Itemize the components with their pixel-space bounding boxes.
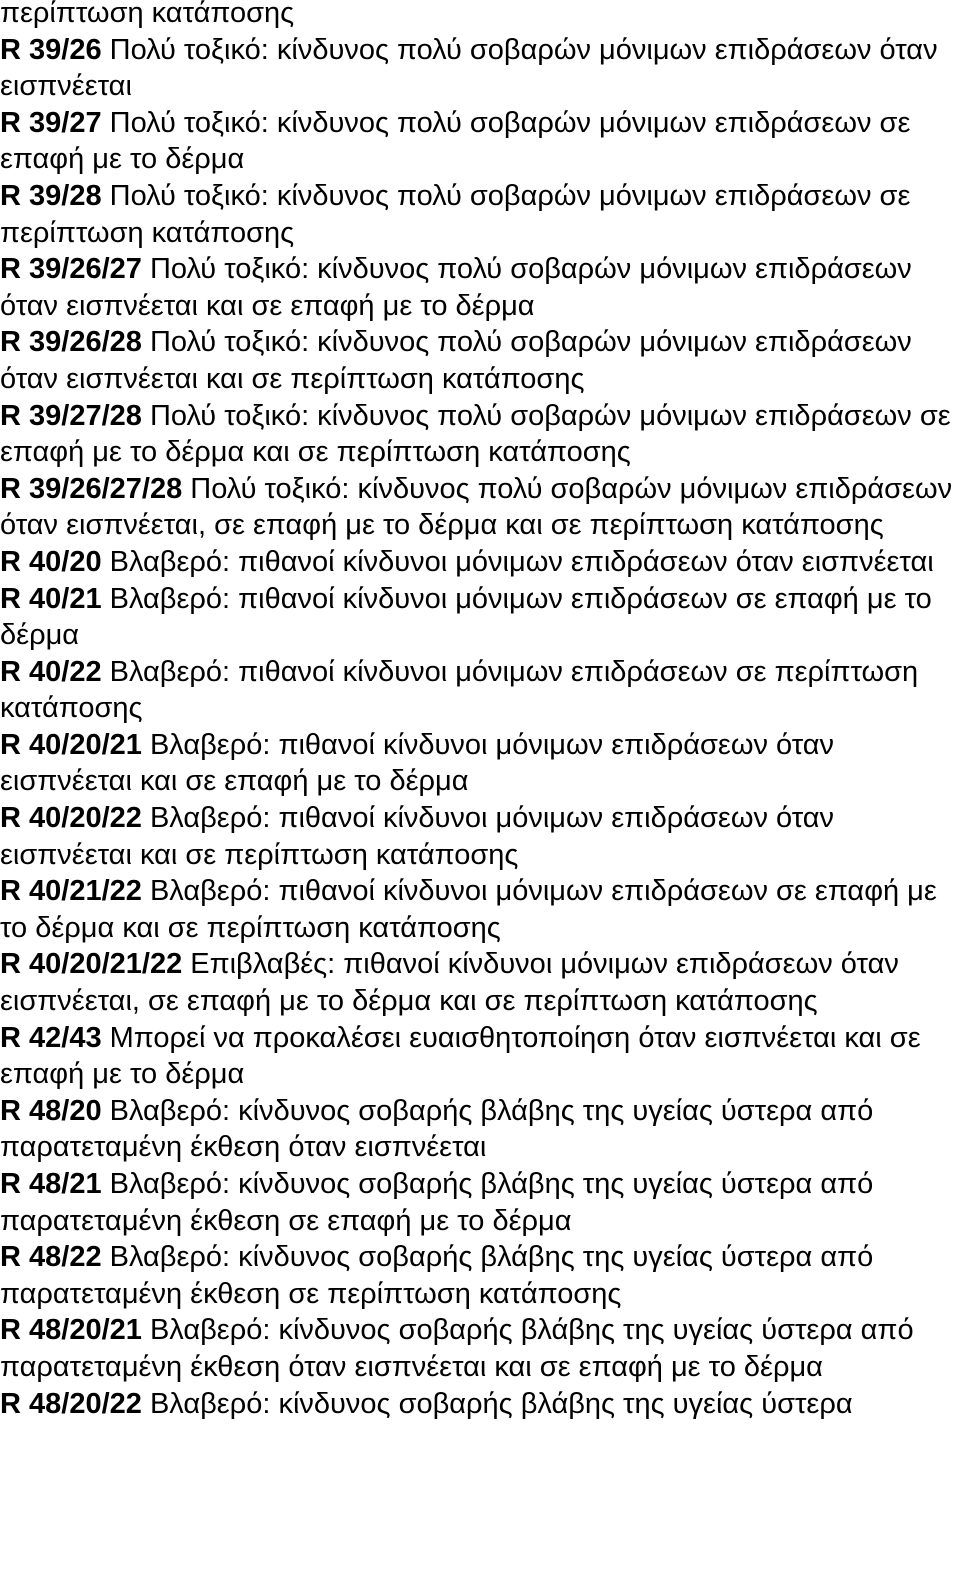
risk-phrase-entry [0,398,956,471]
risk-phrase-code: R 40/22 [0,655,102,688]
risk-phrase-text: Βλαβερό: πιθανοί κίνδυνοι μόνιμων επιδράσεων σε περίπτωση κατάποσης [0,655,919,725]
risk-phrase-text: Βλαβερό: πιθανοί κίνδυνοι μόνιμων επιδράσεων όταν εισπνέεται και σε περίπτωση κατάποσης [0,802,835,871]
risk-phrase-entry [0,1020,956,1093]
risk-phrase-code: R 48/20/21 [0,1314,142,1347]
risk-phrase-code: R 39/27 [0,106,102,139]
risk-phrase-code: R 40/21/22 [0,875,142,908]
risk-phrase-text: Βλαβερό: πιθανοί κίνδυνοι μόνιμων επιδράσεων σε επαφή με το δέρμα και σε περίπτωση κατάποσης [0,875,937,944]
risk-phrase-text: Βλαβερό: κίνδυνος σοβαρής βλάβης της υγείας ύστερα [149,1387,853,1420]
risk-phrase-code: R 40/20/22 [0,802,142,835]
risk-phrase-code: R 39/26/27/28 [0,472,183,505]
risk-phrase-entry [0,544,956,581]
risk-phrase-text: Πολύ τοξικό: κίνδυνος πολύ σοβαρών μόνιμων επιδράσεων σε επαφή με το δέρμα [0,106,911,176]
risk-phrase-entry [0,324,956,397]
risk-phrase-text: Βλαβερό: κίνδυνος σοβαρής βλάβης της υγείας ύστερα από παρατεταμένη έκθεση όταν εισπνέεται [0,1094,874,1164]
risk-phrase-entry [0,727,956,800]
risk-phrase-code: R 39/26 [0,33,102,66]
risk-phrase-code: R 48/22 [0,1241,102,1274]
risk-phrase-code: R 48/21 [0,1168,102,1200]
risk-phrase-entry [0,251,956,324]
risk-phrase-text: Πολύ τοξικό: κίνδυνος πολύ σοβαρών μόνιμων επιδράσεων σε περίπτωση κατάποσης [0,179,911,249]
risk-phrase-code: R 40/21 [0,582,102,615]
risk-phrase-code: R 39/27/28 [0,399,142,432]
risk-phrase-entry [0,1239,956,1312]
risk-phrase-code: R 48/20 [0,1094,102,1127]
risk-phrase-text: Επιβλαβές: πιθανοί κίνδυνοι μόνιμων επιδράσεων όταν εισπνέεται, σε επαφή με το δέρμα και σε περίπτωση κατάποσης [0,948,899,1018]
risk-phrase-entry [0,800,956,873]
risk-phrase-text: Πολύ τοξικό: κίνδυνος πολύ σοβαρών μόνιμων επιδράσεων όταν εισπνέεται [0,33,938,103]
risk-phrase-text: Πολύ τοξικό: κίνδυνος πολύ σοβαρών μόνιμων επιδράσεων όταν εισπνέεται και σε επαφή με το δέρμα [0,253,912,322]
risk-phrase-entry [0,178,956,251]
risk-phrase-text: Πολύ τοξικό: κίνδυνος πολύ σοβαρών μόνιμων επιδράσεων όταν εισπνέεται και σε περίπτωση κατάποσης [0,326,912,395]
risk-phrase-text: Μπορεί να προκαλέσει ευαισθητοποίηση όταν εισπνέεται και σε επαφή με το δέρμα [0,1021,921,1091]
risk-phrase-entry [0,581,956,654]
risk-phrase-entry [0,1312,956,1385]
risk-phrase-code: R 39/26/27 [0,253,142,286]
risk-phrase-entry [0,1166,956,1239]
risk-phrase-entry [0,32,956,105]
risk-phrase-text: Βλαβερό: πιθανοί κίνδυνοι μόνιμων επιδράσεων όταν εισπνέεται και σε επαφή με το δέρμα [0,728,835,798]
risk-phrase-entry [0,105,956,178]
risk-phrase-code: R 40/20 [0,545,102,578]
risk-phrase-entry [0,873,956,946]
risk-phrase-text: Βλαβερό: κίνδυνος σοβαρής βλάβης της υγείας ύστερα από παρατεταμένη έκθεση σε επαφή με το δέρμα [0,1168,874,1237]
risk-phrase-code: R 48/20/22 [0,1387,142,1420]
risk-phrase-code: R 40/20/21/22 [0,948,183,981]
risk-phrase-entry [0,946,956,1019]
risk-phrase-entry [0,1093,956,1166]
risk-phrase-entry [0,1386,956,1423]
risk-phrase-text: Βλαβερό: κίνδυνος σοβαρής βλάβης της υγείας ύστερα από παρατεταμένη έκθεση όταν εισπνέεται και σε επαφή με το δέρμα [0,1314,914,1383]
risk-phrase-text: Πολύ τοξικό: κίνδυνος πολύ σοβαρών μόνιμων επιδράσεων σε επαφή με το δέρμα και σε περίπτωση κατάποσης [0,399,951,469]
risk-phrase-entry [0,654,956,727]
risk-phrase-text: Βλαβερό: κίνδυνος σοβαρής βλάβης της υγείας ύστερα από παρατεταμένη έκθεση σε περίπτωση κατάποσης [0,1241,874,1310]
risk-phrase-text: Βλαβερό: πιθανοί κίνδυνοι μόνιμων επιδράσεων όταν εισπνέεται [109,545,934,578]
risk-phrase-text: Βλαβερό: πιθανοί κίνδυνοι μόνιμων επιδράσεων σε επαφή με το δέρμα [0,582,932,652]
risk-phrase-code: R 42/43 [0,1021,102,1054]
risk-phrase-code: R 39/28 [0,179,102,212]
risk-phrase-code: R 39/26/28 [0,326,142,359]
risk-phrase-entry [0,471,956,544]
risk-phrase-code: R 40/20/21 [0,728,142,761]
risk-phrase-text: Πολύ τοξικό: κίνδυνος πολύ σοβαρών μόνιμων επιδράσεων όταν εισπνέεται, σε επαφή με το δέρμα και σε περίπτωση κατάποσης [0,472,953,542]
continued-text: περίπτωση κατάποσης [0,0,295,29]
